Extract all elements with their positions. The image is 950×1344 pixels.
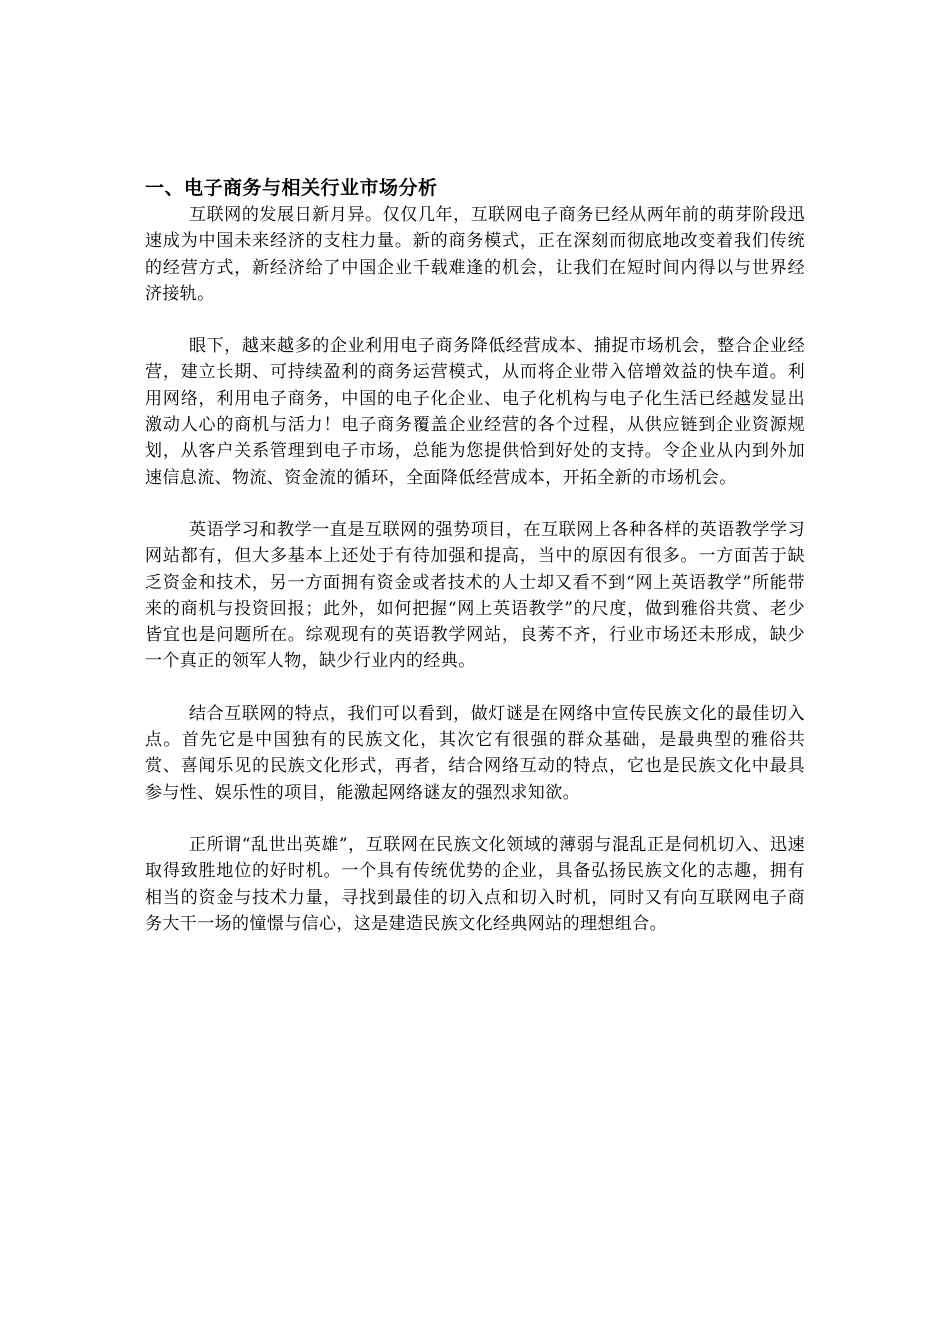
paragraph-lantern-riddles: 结合互联网的特点，我们可以看到，做灯谜是在网络中宣传民族文化的最佳切入点。首先它是中国独有的民族文化，其次它有很强的群众基础，是最典型的雅俗共赏、喜闻乐见的民族文化形式，再者，结合网络互动的特点，它也是民族文化中最具参与性、娱乐性的项目，能激起网络谜友的强烈求知欲。 — [145, 703, 805, 803]
paragraph-english-learning: 英语学习和教学一直是互联网的强势项目，在互联网上各种各样的英语教学学习网站都有，但大多基本上还处于有待加强和提高，当中的原因有很多。一方面苦于缺乏资金和技术，另一方面拥有资金或者技术的人士却又看不到“网上英语教学”所能带来的商机与投资回报；此外，如何把握“网上英语教学”的尺度，做到雅俗共赏、老少皆宜也是问题所在。综观现有的英语教学网站，良莠不齐，行业市场还未形成，缺少一个真正的领军人物，缺少行业内的经典。 — [145, 519, 805, 672]
paragraph-ecommerce-benefits: 眼下，越来越多的企业利用电子商务降低经营成本、捕捉市场机会，整合企业经营，建立长期、可持续盈利的商务运营模式，从而将企业带入倍增效益的快车道。利用网络，利用电子商务，中国的电子化企业、电子化机构与电子化生活已经越发显出激动人心的商机与活力！电子商务覆盖企业经营的各个过程，从供应链到企业资源规划，从客户关系管理到电子市场，总能为您提供恰到好处的支持。令企业从内到外加速信息流、物流、资金流的循环，全面降低经营成本，开拓全新的市场机会。 — [145, 336, 805, 488]
paragraph-opportunity: 正所谓“乱世出英雄”，互联网在民族文化领域的薄弱与混乱正是伺机切入、迅速取得致胜地位的好时机。一个具有传统优势的企业，具备弘扬民族文化的志趣，拥有相当的资金与技术力量，寻找到最佳的切入点和切入时机，同时又有向互联网电子商务大干一场的憧憬与信心，这是建造民族文化经典网站的理想组合。 — [145, 834, 805, 934]
paragraph-internet-development: 互联网的发展日新月异。仅仅几年，互联网电子商务已经从两年前的萌芽阶段迅速成为中国未来经济的支柱力量。新的商务模式，正在深刻而彻底地改变着我们传统的经营方式，新经济给了中国企业千载难逢的机会，让我们在短时间内得以与世界经济接轨。 — [145, 205, 805, 304]
document-body — [145, 175, 805, 937]
section-heading: 一、电子商务与相关行业市场分析 — [145, 177, 438, 199]
